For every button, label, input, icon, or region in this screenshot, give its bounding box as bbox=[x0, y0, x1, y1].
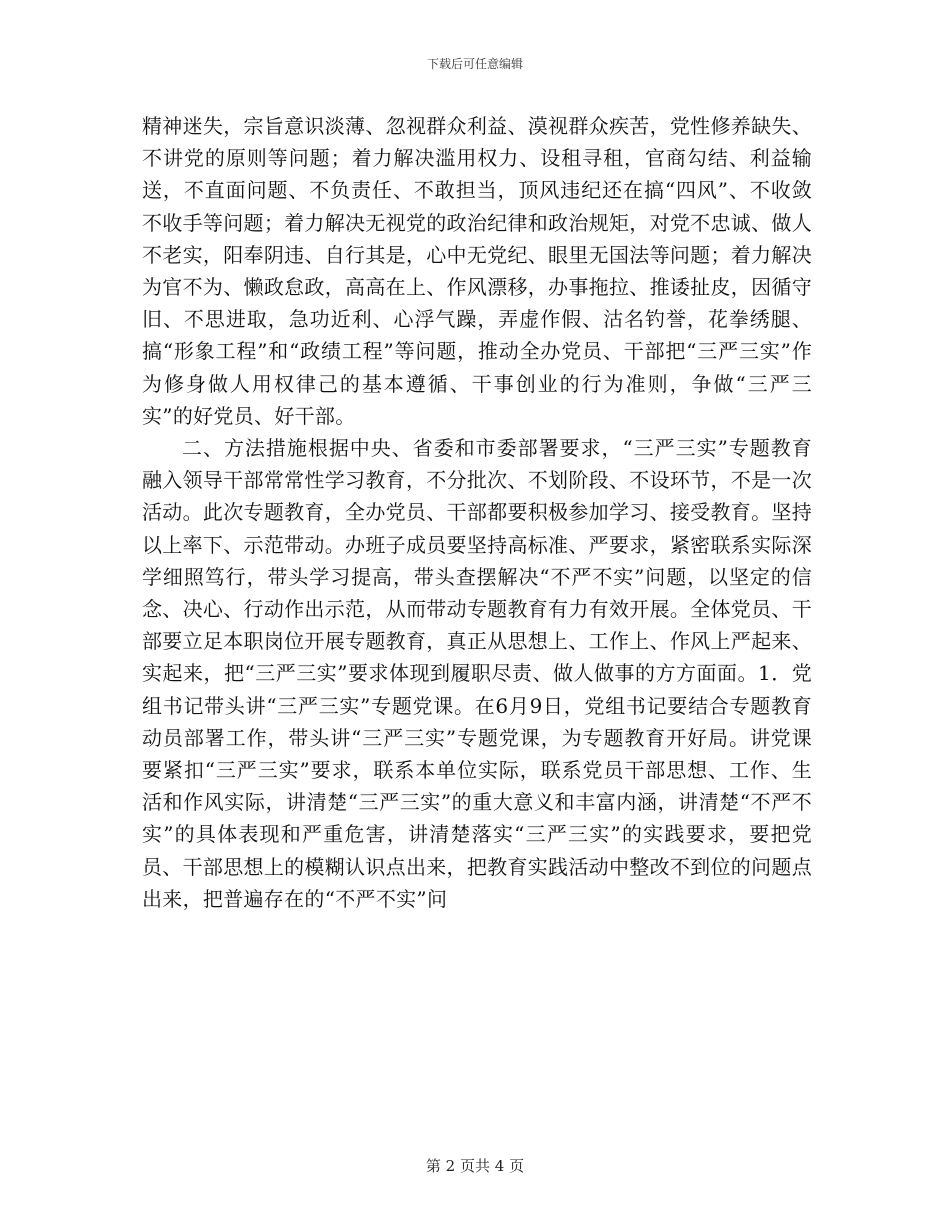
document-body bbox=[142, 110, 812, 915]
body-paragraph-1: 精神迷失，宗旨意识淡薄、忽视群众利益、漠视群众疾苦，党性修养缺失、不讲党的原则等问题；着力解决滥用权力、设租寻租，官商勾结、利益输送，不直面问题、不负责任、不敢担当，顶风违纪还在搞“四风”、不收敛不收手等问题；着力解决无视党的政治纪律和政治规矩，对党不忠诚、做人不老实，阳奉阴违、自行其是，心中无党纪、眼里无国法等问题；着力解决为官不为、懒政怠政，高高在上、作风漂移，办事拖拉、推诿扯皮，因循守旧、不思进取，急功近利、心浮气躁，弄虚作假、沽名钓誉，花拳绣腿、搞“形象工程”和“政绩工程”等问题，推动全办党员、干部把“三严三实”作为修身做人用权律己的基本遵循、干事创业的行为准则，争做“三严三实”的好党员、好干部。 bbox=[142, 114, 812, 428]
body-paragraph-2: 二、方法措施根据中央、省委和市委部署要求，“三严三实”专题教育融入领导干部常常性学习教育，不分批次、不划阶段、不设环节，不是一次活动。此次专题教育，全办党员、干部都要积极参加学习、接受教育。坚持以上率下、示范带动。办班子成员要坚持高标准、严要求，紧密联系实际深学细照笃行，带头学习提高，带头查摆解决“不严不实”问题，以坚定的信念、决心、行动作出示范，从而带动专题教育有力有效开展。全体党员、干部要立足本职岗位开展专题教育，真正从思想上、工作上、作风上严起来、实起来，把“三严三实”要求体现到履职尽责、做人做事的方方面面。1．党组书记带头讲“三严三实”专题党课。在6月9日，党组书记要结合专题教育动员部署工作，带头讲“三严三实”专题党课，为专题教育开好局。讲党课要紧扣“三严三实”要求，联系本单位实际，联系党员干部思想、工作、生活和作风实际，讲清楚“三严三实”的重大意义和丰富内涵，讲清楚“不严不实”的具体表现和严重危害，讲清楚落实“三严三实”的实践要求，要把党员、干部思想上的模糊认识点出来，把教育实践活动中整改不到位的问题点出来，把普遍存在的“不严不实”问 bbox=[142, 436, 812, 911]
page-header: 下载后可任意编辑 bbox=[426, 57, 523, 71]
page-footer: 第 2 页共 4 页 bbox=[425, 1157, 525, 1175]
